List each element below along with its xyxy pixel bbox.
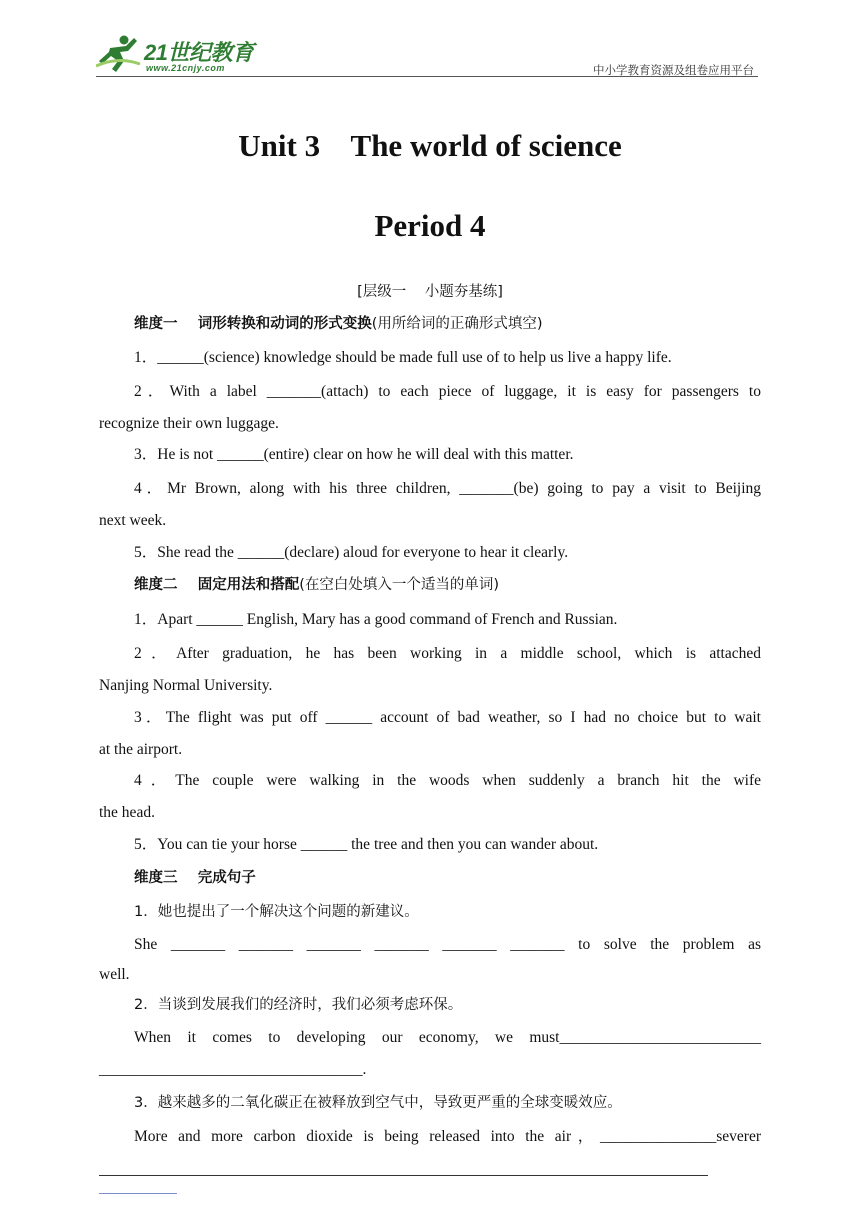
question-line: When it comes to developing our economy, we must__________________________ bbox=[134, 1029, 761, 1046]
question-line: 1．Apart ______ English, Mary has a good command of French and Russian. bbox=[134, 611, 618, 628]
section-label: 维度一 词形转换和动词的形式变换 bbox=[134, 316, 372, 332]
section-note: (用所给词的正确形式填空) bbox=[371, 316, 543, 332]
question-line: recognize their own luggage. bbox=[99, 415, 279, 432]
question-line: at the airport. bbox=[99, 741, 183, 758]
unit-title: Unit 3 The world of science bbox=[238, 128, 622, 163]
level-heading bbox=[0, 280, 860, 301]
section-heading-3 bbox=[134, 868, 761, 888]
question-line: 3．The flight was put off ______ account of bad weather, so I had no choice but to wait bbox=[134, 709, 761, 726]
question-line: 5．You can tie your horse ______ the tree and then you can wander about. bbox=[134, 836, 599, 853]
level-label: [层级一 小题夯基练] bbox=[357, 284, 503, 300]
section-label: 维度三 完成句子 bbox=[134, 870, 256, 886]
question-line: She _______ _______ _______ _______ _______ _______ to solve the problem as bbox=[134, 936, 761, 953]
question-line: 2．当谈到发展我们的经济时，我们必须考虑环保。 bbox=[134, 997, 463, 1013]
question-line: More and more carbon dioxide is being released into the air，_______________severer bbox=[134, 1128, 761, 1145]
section-label: 维度二 固定用法和搭配 bbox=[134, 577, 300, 593]
question-line: Nanjing Normal University. bbox=[99, 677, 273, 694]
question-line: next week. bbox=[99, 512, 167, 529]
question-line: 2．After graduation, he has been working in a middle school, which is attached bbox=[134, 645, 761, 662]
section-note: (在空白处填入一个适当的单词) bbox=[299, 577, 500, 593]
question-line: 5．She read the ______(declare) aloud for everyone to hear it clearly. bbox=[134, 544, 569, 561]
question-line: __________________________________. bbox=[99, 1061, 367, 1078]
question-line: 1．______(science) knowledge should be made full use of to help us live a happy life. bbox=[134, 349, 672, 366]
header-divider bbox=[96, 76, 758, 77]
platform-tagline: 中小学教育资源及组卷应用平台 bbox=[593, 63, 754, 77]
section-heading-2 bbox=[134, 575, 761, 595]
page-header bbox=[96, 30, 758, 80]
footer-link-underline bbox=[99, 1193, 177, 1194]
footer-divider bbox=[99, 1175, 708, 1176]
question-line: 4．The couple were walking in the woods when suddenly a branch hit the wife bbox=[134, 772, 761, 789]
question-line: the head. bbox=[99, 804, 155, 821]
question-line: 2．With a label _______(attach) to each piece of luggage, it is easy for passengers to bbox=[134, 383, 761, 400]
question-line: 1．她也提出了一个解决这个问题的新建议。 bbox=[134, 904, 419, 920]
question-line: 3．越来越多的二氧化碳正在被释放到空气中，导致更严重的全球变暖效应。 bbox=[134, 1095, 622, 1111]
question-line: 3．He is not ______(entire) clear on how he will deal with this matter. bbox=[134, 446, 574, 463]
logo-brand: 21世纪教育 bbox=[144, 40, 254, 65]
question-line: 4．Mr Brown, along with his three children, _______(be) going to pay a visit to Beijing bbox=[134, 480, 761, 497]
section-heading-1 bbox=[134, 314, 761, 334]
logo bbox=[96, 30, 266, 80]
logo-url: www.21cnjy.com bbox=[146, 63, 225, 73]
question-line: well. bbox=[99, 966, 130, 983]
runner-logo-icon bbox=[96, 34, 142, 74]
period-title: Period 4 bbox=[374, 208, 486, 243]
